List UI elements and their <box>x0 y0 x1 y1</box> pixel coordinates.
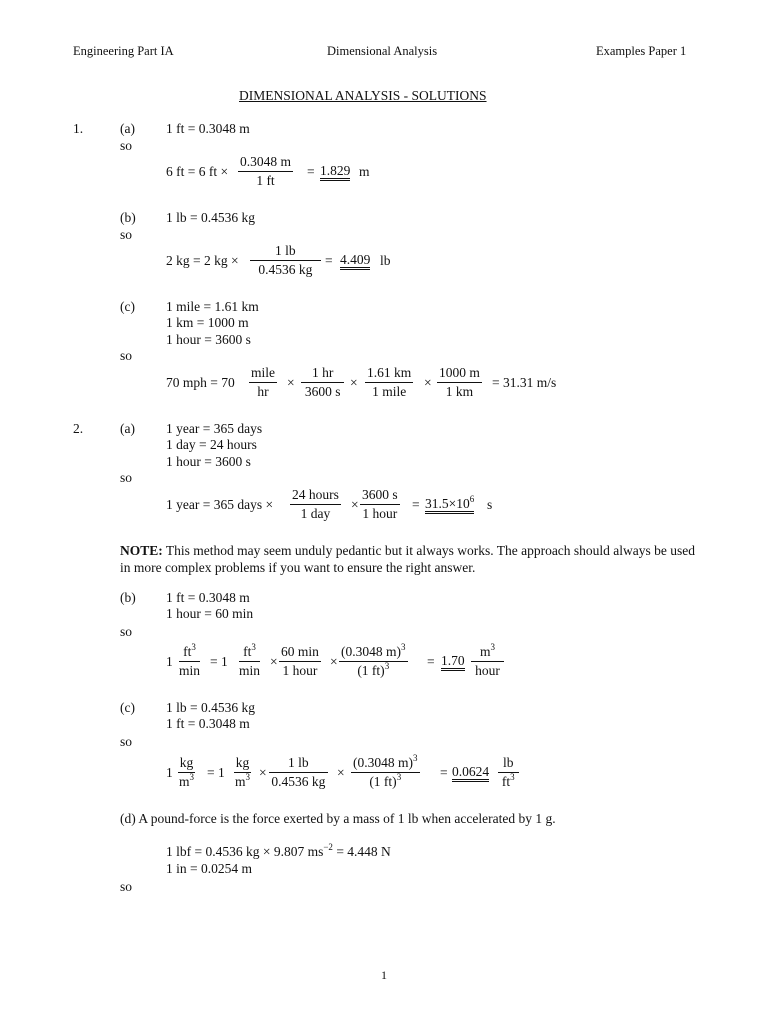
q2a-answer <box>425 494 475 514</box>
q1c-f1-denominator: hr <box>257 384 269 399</box>
q1a-answer: 1.829 <box>320 164 350 181</box>
q2b-f2-cube: 3 <box>251 642 256 652</box>
q1a-equals: = <box>307 164 315 179</box>
q2a-unit: s <box>487 497 493 512</box>
q2a-equals: = <box>412 497 420 512</box>
note-text: This method may seem unduly pedantic but it always works. The approach should always be used in more complex problems if you want to ensure the right answer. <box>120 543 696 575</box>
q2b-given-2: 1 hour = 60 min <box>166 606 254 621</box>
q1c-times-1: × <box>287 375 295 390</box>
q2c-f4-denominator <box>367 773 403 790</box>
q1a-numerator: 0.3048 m <box>238 154 293 172</box>
q1b-lhs: 2 kg = 2 kg × <box>166 253 239 268</box>
q2b-one: 1 <box>166 654 173 669</box>
q2c-f1-denominator <box>177 773 196 790</box>
q1c-f3-numerator: 1.61 km <box>365 365 413 383</box>
q2b-unit-cube: 3 <box>490 642 496 652</box>
q2c-f4-numerator <box>351 755 420 773</box>
q2c-equals-one: = 1 <box>207 765 225 780</box>
q2c-f3-numerator: 1 lb <box>269 755 328 773</box>
q2c-unit-numerator: lb <box>498 755 519 773</box>
q2a-given-1: 1 year = 365 days <box>166 421 263 436</box>
q1c-fraction-1 <box>249 365 277 400</box>
q1c-f4-denominator: 1 km <box>445 384 474 399</box>
q2b-so: so <box>120 624 133 639</box>
q2c-f2-cube: 3 <box>245 772 251 782</box>
q2a-times: × <box>351 497 359 512</box>
q2c-f1-cube: 3 <box>189 772 195 782</box>
q2b-fraction-4 <box>339 644 408 679</box>
q2c-f3-denominator: 0.4536 kg <box>271 774 326 789</box>
q1a-lhs: 6 ft = 6 ft × <box>166 164 229 179</box>
q2c-given-2: 1 ft = 0.3048 m <box>166 716 250 731</box>
q2c-fraction-2 <box>233 755 252 790</box>
q2d-so: so <box>120 879 133 894</box>
q1c-f3-denominator: 1 mile <box>372 384 407 399</box>
q1c-f1-numerator: mile <box>249 365 277 383</box>
q2c-times-2: × <box>337 765 345 780</box>
q1a-fraction <box>238 154 293 189</box>
q1b-so: so <box>120 227 133 242</box>
q1c-given-3: 1 hour = 3600 s <box>166 332 251 347</box>
q2c-f2-denominator <box>233 773 252 790</box>
header-right: Examples Paper 1 <box>596 44 687 58</box>
q2b-f4-num-text: (0.3048 m) <box>341 644 401 659</box>
q1b-given: 1 lb = 0.4536 kg <box>166 210 255 225</box>
q2b-answer: 1.70 <box>441 654 465 671</box>
page-number: 1 <box>381 968 387 982</box>
q2a-lhs: 1 year = 365 days × <box>166 497 274 512</box>
q1b-answer: 4.409 <box>340 253 370 270</box>
note-label: NOTE: <box>120 543 163 558</box>
q2b-fraction-2 <box>237 644 262 679</box>
q2b-f4-denominator <box>355 662 391 679</box>
q2b-f4-den-cube: 3 <box>384 661 390 671</box>
q2c-one: 1 <box>166 765 173 780</box>
q2c-f4-num-cube: 3 <box>413 753 418 763</box>
q2d-text: (d) A pound-force is the force exerted by a mass of 1 lb when accelerated by 1 g. <box>120 811 556 826</box>
q2a-answer-base: 31.5×10 <box>425 496 470 511</box>
header-left: Engineering Part IA <box>73 44 174 58</box>
q2c-unit-fraction <box>498 755 519 790</box>
q2c-equals: = <box>440 765 448 780</box>
q2c-fraction-3 <box>269 755 328 790</box>
q1c-fraction-4 <box>437 365 482 400</box>
q2c-given-1: 1 lb = 0.4536 kg <box>166 700 255 715</box>
q2c-f1-m: m <box>179 774 190 789</box>
q2b-equals-one: = 1 <box>210 654 228 669</box>
q2c-unit-cube: 3 <box>510 772 515 782</box>
q2a-f1-numerator: 24 hours <box>290 487 341 505</box>
q1-number: 1. <box>73 121 84 136</box>
q2a-fraction-2 <box>360 487 400 522</box>
q1c-times-2: × <box>350 375 358 390</box>
q2c-f4-den-text: (1 ft) <box>369 774 397 789</box>
q2c-fraction-1 <box>177 755 196 790</box>
q2b-f1-denominator: min <box>179 663 201 678</box>
q1c-f4-numerator: 1000 m <box>437 365 482 383</box>
q2a-given-3: 1 hour = 3600 s <box>166 454 251 469</box>
note-paragraph <box>120 543 705 576</box>
q2c-times-1: × <box>259 765 267 780</box>
q1a-denominator: 1 ft <box>256 173 275 188</box>
q2b-times-1: × <box>270 654 278 669</box>
q1a-unit: m <box>359 164 370 179</box>
q2b-unit-fraction <box>471 644 504 679</box>
q2c-f4-num-text: (0.3048 m) <box>353 755 413 770</box>
q2b-label: (b) <box>120 590 136 605</box>
q2c-f1-numerator: kg <box>178 755 196 773</box>
q2c-label: (c) <box>120 700 135 715</box>
q1b-equals: = <box>325 253 333 268</box>
q2b-f2-numerator <box>239 644 260 662</box>
q2b-f3-numerator: 60 min <box>279 644 321 662</box>
q2c-f2-m: m <box>235 774 246 789</box>
q2b-f3-denominator: 1 hour <box>282 663 318 678</box>
q2b-f1-ft: ft <box>183 644 192 659</box>
q2c-answer: 0.0624 <box>452 765 489 782</box>
q2c-f4-den-cube: 3 <box>396 772 402 782</box>
q2a-answer-exponent: 6 <box>469 494 475 504</box>
q2b-unit-numerator <box>471 644 504 662</box>
q1c-f2-numerator: 1 hr <box>301 365 344 383</box>
q2a-so: so <box>120 470 133 485</box>
q1b-unit: lb <box>380 253 391 268</box>
q1c-fraction-3 <box>365 365 413 400</box>
q1c-lhs: 70 mph = 70 <box>166 375 235 390</box>
q2b-unit-denominator: hour <box>475 663 500 678</box>
q2a-f2-denominator: 1 hour <box>362 506 398 521</box>
q2b-f4-den-text: (1 ft) <box>357 663 385 678</box>
q1c-f2-denominator: 3600 s <box>304 384 341 399</box>
q2d-line-1-result: = 4.448 N <box>332 844 391 859</box>
q2c-fraction-4 <box>351 755 420 790</box>
q1b-fraction <box>250 243 321 278</box>
q1c-label: (c) <box>120 299 135 314</box>
q2b-equals: = <box>427 654 435 669</box>
q1c-times-3: × <box>424 375 432 390</box>
q2a-given-2: 1 day = 24 hours <box>166 437 257 452</box>
q2c-so: so <box>120 734 133 749</box>
q2b-f4-numerator <box>339 644 408 662</box>
q1c-given-1: 1 mile = 1.61 km <box>166 299 259 314</box>
q2c-f2-numerator: kg <box>234 755 252 773</box>
q2b-f2-ft: ft <box>243 644 252 659</box>
header-center: Dimensional Analysis <box>327 44 438 58</box>
q1c-result: = 31.31 m/s <box>492 375 557 390</box>
q2b-fraction-1 <box>177 644 202 679</box>
q1a-so: so <box>120 138 133 153</box>
q2b-fraction-3 <box>279 644 321 679</box>
q2b-f2-denominator: min <box>239 663 261 678</box>
q2b-f1-numerator <box>179 644 200 662</box>
q2d-line-1 <box>166 844 391 860</box>
q2b-times-2: × <box>330 654 338 669</box>
q2c-unit-denominator <box>500 773 517 790</box>
page-title: DIMENSIONAL ANALYSIS - SOLUTIONS <box>239 88 487 103</box>
q1b-numerator: 1 lb <box>250 243 321 261</box>
q2b-unit-m: m <box>480 644 491 659</box>
q1c-so: so <box>120 348 133 363</box>
q1c-given-2: 1 km = 1000 m <box>166 315 249 330</box>
q2d-line-2: 1 in = 0.0254 m <box>166 861 252 876</box>
q2c-unit-ft: ft <box>501 774 511 789</box>
q2d-line-1-exponent: −2 <box>323 842 333 852</box>
q2a-f1-denominator: 1 day <box>300 506 331 521</box>
q1a-given: 1 ft = 0.3048 m <box>166 121 250 136</box>
q2b-f4-num-cube: 3 <box>401 642 406 652</box>
q1b-denominator: 0.4536 kg <box>258 262 313 277</box>
q2a-fraction-1 <box>290 487 341 522</box>
q1c-fraction-2 <box>301 365 344 400</box>
q2b-given-1: 1 ft = 0.3048 m <box>166 590 250 605</box>
q1b-label: (b) <box>120 210 136 225</box>
q2-number: 2. <box>73 421 84 436</box>
q2a-label: (a) <box>120 421 135 436</box>
q2d-line-1-main: 1 lbf = 0.4536 kg × 9.807 ms <box>166 844 324 859</box>
q1a-label: (a) <box>120 121 135 136</box>
q2b-f1-cube: 3 <box>191 642 196 652</box>
q2a-f2-numerator: 3600 s <box>360 487 400 505</box>
